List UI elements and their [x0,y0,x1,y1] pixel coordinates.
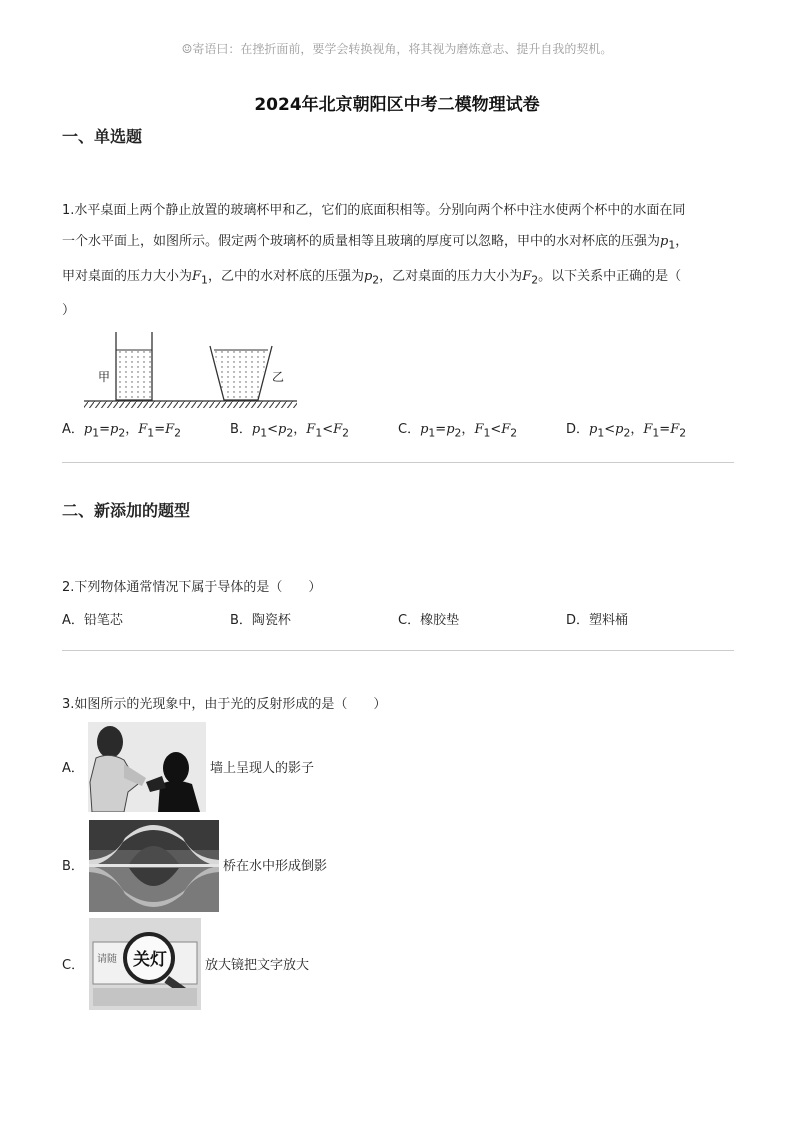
header-motto: ☺寄语曰：在挫折面前，要学会转换视角，将其视为磨炼意志、提升自我的契机。 [181,42,613,56]
q1-choice-b[interactable]: B．$p_1<p_2$，$F_1<F_2$ [230,422,350,440]
question-1-stem [62,195,734,326]
q1-glasses-figure [82,330,302,410]
magnified-text: 关灯 [133,950,167,970]
q3-option-c-letter[interactable]: C． [62,958,85,973]
q1-choice-d[interactable]: D．$p_1<p_2$，$F_1=F_2$ [566,422,687,440]
divider [62,650,734,651]
q2-choice-a[interactable]: A．铅笔芯 [62,613,123,628]
q1-line-2: 一个水平面上，如图所示。假定两个玻璃杯的质量相等且玻璃的厚度可以忽略，甲中的水对杯底的压强为$p_1$， [62,234,689,252]
magnifier-photo [89,918,201,1010]
question-3-stem: 3.如图所示的光现象中，由于光的反射形成的是（ ） [62,697,387,712]
q3-option-c-caption: 放大镜把文字放大 [205,958,310,973]
q1-line-1: 1.水平桌面上两个静止放置的玻璃杯甲和乙，它们的底面积相等。分别向两个杯中注水使两个杯中的水面在同 [62,203,686,218]
q1-choice-c[interactable]: C．$p_1=p_2$，$F_1<F_2$ [398,422,518,440]
label-jia: 甲 [98,370,111,384]
q1-choices [62,418,734,438]
label-yi: 乙 [272,370,285,384]
question-2-stem: 2.下列物体通常情况下属于导体的是（ ） [62,580,322,595]
q3-option-a-caption: 墙上呈现人的影子 [210,761,315,776]
glass-jia-water [116,350,152,400]
q2-choice-d[interactable]: D．塑料桶 [566,613,629,628]
q1-choice-a[interactable]: A．$p_1=p_2$，$F_1=F_2$ [62,422,182,440]
q2-choice-c[interactable]: C．橡胶垫 [398,613,460,628]
q1-line-4: ） [62,303,76,319]
divider [62,462,734,463]
page-title: 2024年北京朝阳区中考二模物理试卷 [254,95,540,115]
section-heading-single-choice: 一、单选题 [62,127,143,146]
q2-choices [62,609,734,629]
bridge-reflection-photo [89,820,219,912]
q3-option-b-caption: 桥在水中形成倒影 [223,859,328,874]
q1-line-3: 甲对桌面的压力大小为$F_1$，乙中的水对杯底的压强为$p_2$，乙对桌面的压力大小为$F_2$。以下关系中正确的是（ [62,268,682,287]
q3-option-a-letter[interactable]: A． [62,761,84,776]
q3-option-b-letter[interactable]: B． [62,859,84,874]
q2-choice-b[interactable]: B．陶瓷杯 [230,613,291,628]
photo-sign-text: 请随 [97,954,117,965]
shadow-photo [88,722,206,812]
section-heading-new-type: 二、新添加的题型 [62,501,191,520]
